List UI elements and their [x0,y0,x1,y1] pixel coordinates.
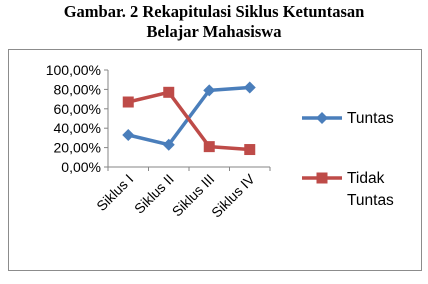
y-tick-label: 100,00% [45,62,101,78]
caption-line-1: Gambar. 2 Rekapitulasi Siklus Ketuntasan [63,2,365,21]
x-tick-label: Siklus I [93,170,137,215]
data-point-diamond [122,129,134,141]
data-point-diamond [244,81,256,93]
y-tick-label: 80,00% [53,81,101,98]
data-point-square [163,87,174,98]
y-tick-label: 40,00% [53,120,101,137]
legend-label: Tuntas [347,192,394,209]
caption-line-2: Belajar Mahasiswa [146,22,282,41]
legend-marker-diamond [316,112,328,124]
y-tick-label: 20,00% [53,139,101,156]
y-tick-label: 60,00% [53,100,101,117]
legend-label: Tidak [347,170,385,187]
data-point-square [244,144,255,155]
data-point-square [123,97,134,108]
x-tick-label: Siklus IV [208,170,258,221]
x-tick-label: Siklus III [168,170,218,220]
legend-marker-square [317,173,328,184]
data-point-square [204,141,215,152]
y-tick-label: 0,00% [61,159,101,175]
x-tick-label: Siklus II [130,170,177,217]
legend-label: Tuntas [347,110,394,127]
